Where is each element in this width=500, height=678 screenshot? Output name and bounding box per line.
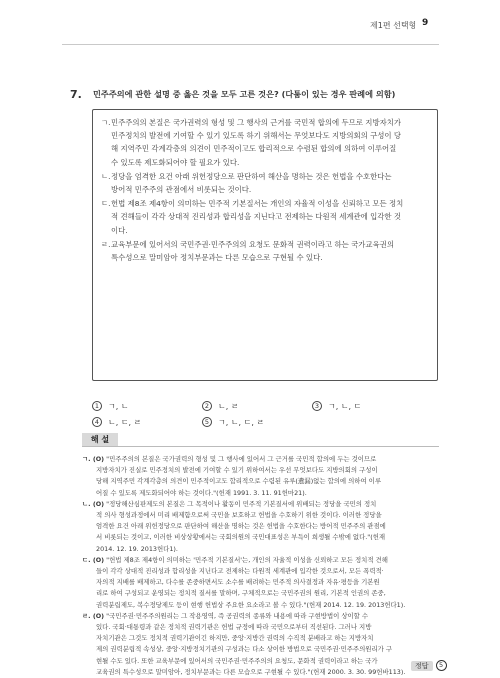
statement-line: 특수성으로 말미암아 정치부문과는 다른 모습으로 구현될 수 있다.: [111, 253, 323, 263]
explanation-item-c: [82, 555, 438, 611]
option-text: ㄴ, ㄷ, ㄹ: [108, 417, 142, 427]
explanation-first-line: ㄹ. (O) "국민주권·민주주의원리는 그 작용영역, 즉 공권력의 종류와 내용에 따라 구현방법이 상이할 수: [82, 611, 369, 620]
question-number: 7.: [70, 88, 82, 101]
explanation-marker: ㄱ. (O): [82, 455, 105, 463]
explanation-line: 서 비롯되는 것이고, 이러한 비상상황에서는 국회의원의 국민대표성은 부득이 희생될 수밖에 없다."(헌재: [96, 533, 386, 542]
statement-a: [101, 116, 429, 169]
explanation-line: 어질 수 있도록 제도화되어야 하는 것이다."(헌재 1991. 3. 11. 91헌마21).: [96, 488, 307, 497]
statement-line: 민주주의의 본질은 국가권력의 형성 및 그 행사의 근거를 국민적 합의에 두므로 지방자치가: [111, 118, 402, 127]
explanation-marker: ㄹ. (O): [82, 611, 105, 620]
explanation-first-line: ㄴ. (O) "정당해산심판제도의 본질은 그 목적이나 활동이 민주적 기본질서에 위배되는 정당을 국민의 정치: [82, 499, 377, 508]
explanation-header: [62, 433, 439, 447]
options-row: [92, 398, 438, 414]
statement-marker: ㄷ.: [101, 199, 111, 209]
explanation-label: 해 설: [82, 433, 118, 447]
explanation-item-a: [82, 454, 438, 499]
option-number: 3: [312, 401, 322, 411]
question-note: (다툼이 있는 경우 판례에 의함): [281, 89, 396, 99]
option-text: ㄱ, ㄴ, ㄷ, ㄹ: [218, 417, 265, 427]
statement-marker: ㄴ.: [101, 171, 111, 181]
explanation-line: 자치기관은 그것도 정치적 권력기관이긴 하지만, 중앙·지방간 권력의 수직적 분배라고 하는 지방자치: [96, 634, 374, 643]
option-text: ㄴ, ㄹ: [218, 401, 239, 411]
question-text: [93, 89, 395, 100]
explanation-first-line: ㄱ. (O) "민주주의의 본질은 국가권력의 형성 및 그 행사에 있어서 그 근거를 국민적 합의에 두는 것이므로: [82, 455, 377, 463]
explanation-first-line: ㄷ. (O) "헌법 제8조 제4항이 의미하는 '민주적 기본질서'는, 개인의 자율적 이성을 신뢰하고 모든 정치적 견해: [82, 555, 388, 564]
explanation-line: 적 의사 형성과정에서 미리 배제함으로써 국민을 보호하고 헌법을 수호하기 위한 것이다. 이러한 정당을: [96, 511, 382, 520]
option-text: ㄱ, ㄴ, ㄷ: [328, 401, 362, 411]
explanation-line: 들이 각각 상대적 진리성과 합리성을 지닌다고 전제하는 다원적 세계관에 입각한 것으로서, 모든 폭력적·: [96, 567, 384, 576]
page-number: 9: [422, 18, 429, 28]
option-text: ㄱ, ㄴ: [108, 401, 129, 411]
answer-footer: [411, 660, 447, 671]
question-stem: 민주주의에 관한 설명 중 옳은 것을 모두 고른 것은?: [93, 89, 279, 99]
answer-label: 정답: [411, 661, 433, 671]
explanation-divider: [82, 446, 439, 447]
explanation-marker: ㄴ. (O): [82, 499, 105, 508]
statement-line: 수 있도록 제도화되어야 할 필요가 있다.: [111, 157, 240, 167]
statement-marker: ㄱ.: [101, 118, 111, 127]
statement-b: [101, 170, 429, 196]
statement-line: 이다.: [111, 225, 128, 235]
explanation-line: 자의적 지배를 배제하고, 다수를 존중하면서도 소수를 배려하는 민주적 의사결정과 자유·평등을 기본원: [96, 578, 380, 587]
explanation-line: 교육권의 특수성으로 말미암아, 정치부문과는 다른 모습으로 구현될 수 있다."(헌재 2000. 3. 30. 99헌바113).: [96, 667, 406, 676]
statement-d: [101, 238, 429, 264]
statement-line: 교육부문에 있어서의 국민주권·민주주의의 요청도 문화적 권력이라고 하는 국가교육권의: [111, 239, 394, 249]
statement-line: 정당을 엄격한 요건 아래 위헌정당으로 판단하여 해산을 명하는 것은 헌법을 수호한다는: [111, 171, 392, 181]
statement-line: 민주정치의 발전에 기여할 수 있기 있도록 하기 위해서는 무엇보다도 지방의회의 구성이 당: [111, 131, 402, 141]
statement-line: 헌법 제8조 제4항이 의미하는 민주적 기본질서는 개인의 자율적 이성을 신뢰하고 모든 정치: [111, 199, 404, 209]
answer-options: [92, 398, 438, 430]
option-number: 4: [92, 417, 102, 427]
explanation-line: 권력분립제도, 복수정당제도 등이 현행 헌법상 주요한 요소라고 볼 수 있다."(헌재 2014. 12. 19. 2013헌다1).: [96, 600, 406, 609]
explanation-line: 제의 권력분립적 속성상, 중앙·지방정치기관의 구성과는 다소 상이한 방법으로 국민주권·민주주의원리가 구: [96, 645, 393, 654]
option-4[interactable]: [92, 417, 202, 428]
explanation-line: 당해 지역주민 각계각층의 의견이 민주적이고도 합리적으로 수렴된 유루(遺漏)없는 합의에 의하여 이루: [96, 477, 382, 486]
explanation-line: 엄격한 요건 아래 위헌정당으로 판단하여 해산을 명하는 것은 헌법을 수호한다는 방어적 민주주의 관점에: [96, 522, 386, 531]
page-header: [0, 0, 500, 42]
statement-line: 해 지역주민 각계각층의 의견이 민주적이고도 합리적으로 수렴된 합의에 의하여 이루어질: [111, 144, 397, 154]
statement-box: [92, 109, 438, 381]
explanation-body: [82, 454, 438, 678]
answer-number: 5: [436, 660, 447, 671]
option-1[interactable]: [92, 401, 202, 412]
option-number: 2: [202, 401, 212, 411]
statement-c: [101, 197, 429, 237]
explanation-item-d: [82, 611, 438, 678]
option-number: 5: [202, 417, 212, 427]
statement-marker: ㄹ.: [101, 239, 111, 249]
explanation-line: 리로 하여 구성되고 운영되는 정치적 질서를 말하며, 구체적으로는 국민주권의 원리, 기본적 인권의 존중,: [96, 589, 386, 598]
explanation-item-b: [82, 499, 438, 555]
option-2[interactable]: [202, 401, 312, 412]
options-row: [92, 414, 438, 430]
option-5[interactable]: [202, 417, 312, 428]
explanation-line: 현될 수도 있다. 또한 교육부문에 있어서의 국민주권·민주주의의 요청도, 문화적 권력이라고 하는 국가: [96, 656, 378, 665]
header-divider: [62, 44, 439, 45]
option-3[interactable]: [312, 401, 422, 412]
option-number: 1: [92, 401, 102, 411]
explanation-marker: ㄷ. (O): [82, 555, 105, 564]
explanation-line: 지방자치가 진실로 민주정치의 발전에 기여할 수 있기 위하여서는 우선 무엇보다도 지방의회의 구성이: [96, 466, 378, 475]
statement-line: 방어적 민주주의 관점에서 비롯되는 것이다.: [111, 185, 252, 195]
explanation-line: 2014. 12. 19. 2013헌다1).: [96, 544, 178, 553]
statement-line: 적 견해들이 각각 상대적 진리성과 합리성을 지닌다고 전제하는 다원적 세계관에 입각한 것: [111, 212, 402, 222]
section-title: 제1편 선택형: [370, 21, 417, 30]
explanation-line: 있다. 국회·대통령과 같은 정치적 권력기관은 헌법 규정에 따라 국민으로부터 직선된다. 그러나 지방: [96, 623, 372, 632]
